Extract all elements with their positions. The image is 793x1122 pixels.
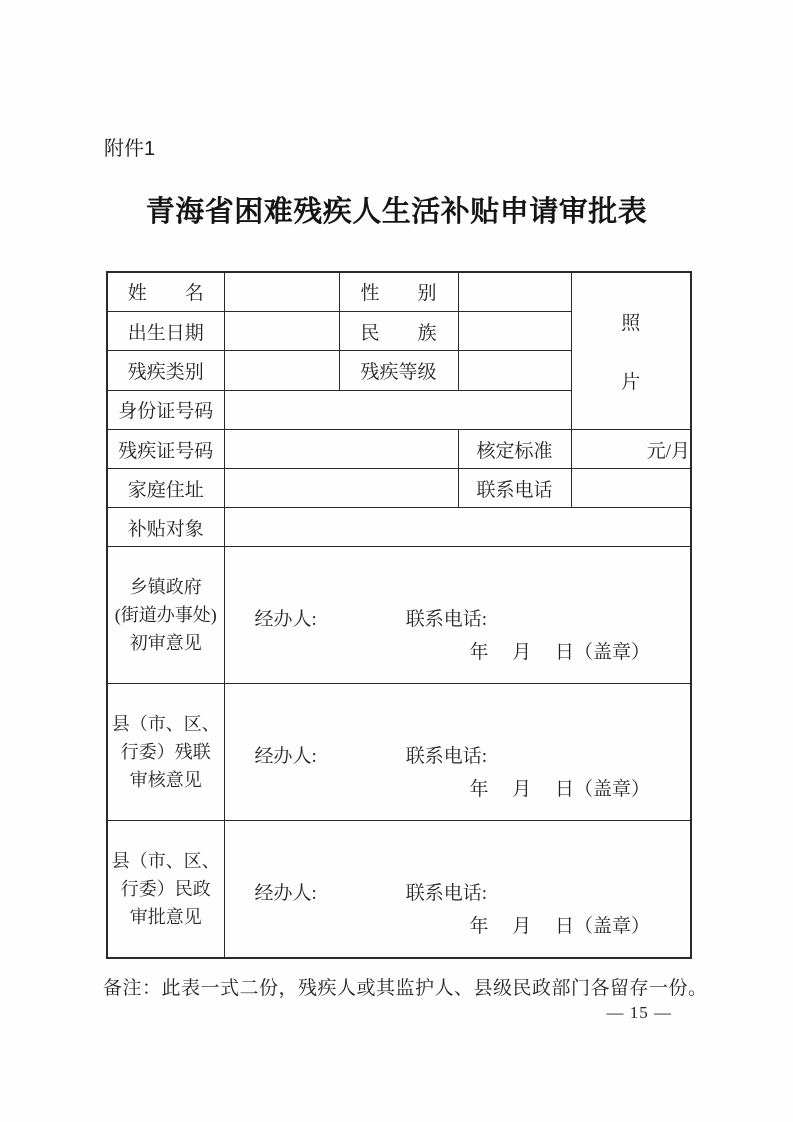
section-label-line: 县（市、区、 — [111, 851, 220, 871]
section-label-line: 县（市、区、 — [111, 714, 220, 734]
section-label-line: (街道办事处) — [114, 605, 217, 625]
photo-char-2: 片 — [621, 372, 641, 393]
section-content-township-review — [224, 547, 691, 684]
operator-label: 经办人: — [254, 746, 317, 767]
section-label-line: 审核意见 — [129, 770, 202, 790]
operator-label: 经办人: — [254, 609, 317, 630]
section-label-line: 乡镇政府 — [129, 577, 202, 597]
operator-line — [225, 603, 691, 636]
section-label-line: 初审意见 — [129, 633, 202, 653]
table-row-disabled-federation-review — [107, 684, 691, 821]
section-label-disabled-federation-review — [107, 684, 224, 821]
photo-char-1: 照 — [621, 313, 641, 334]
field-label-gender: 性 别 — [339, 272, 458, 311]
table-row — [107, 469, 691, 508]
field-value-id-number — [224, 390, 571, 429]
section-content-inner — [225, 684, 691, 820]
page-title: 青海省困难残疾人生活补贴申请审批表 — [145, 196, 648, 228]
phone-label: 联系电话: — [405, 609, 488, 630]
section-content-inner — [225, 547, 691, 683]
remark-note: 备注：此表一式二份，残疾人或其监护人、县级民政部门各留存一份。 — [103, 978, 708, 999]
page-number: — 15 — — [606, 1003, 672, 1022]
section-label-township-review — [107, 547, 224, 684]
field-value-contact-phone — [571, 469, 691, 508]
section-label-line: 行委）残联 — [120, 742, 211, 762]
field-value-birth-date — [224, 311, 339, 350]
field-value-subsidy-target — [224, 508, 691, 547]
section-content-disabled-federation-review — [224, 684, 691, 821]
field-label-ethnicity: 民 族 — [339, 311, 458, 350]
operator-line — [225, 740, 691, 773]
application-form-table — [106, 271, 692, 959]
field-label-disability-level: 残疾等级 — [339, 351, 458, 390]
field-value-ethnicity — [458, 311, 571, 350]
field-label-subsidy-target: 补贴对象 — [107, 508, 224, 547]
field-label-disability-cert-number: 残疾证号码 — [107, 430, 224, 469]
field-label-contact-phone: 联系电话 — [458, 469, 571, 508]
field-value-name — [224, 272, 339, 311]
phone-label: 联系电话: — [405, 883, 488, 904]
field-value-disability-level — [458, 351, 571, 390]
phone-label: 联系电话: — [405, 746, 488, 767]
section-label-line: 行委）民政 — [120, 879, 211, 899]
table-row-township-review — [107, 547, 691, 684]
field-label-name: 姓 名 — [107, 272, 224, 311]
table-row-civil-affairs-approval — [107, 821, 691, 959]
field-label-home-address: 家庭住址 — [107, 469, 224, 508]
section-label-line: 审批意见 — [129, 907, 202, 927]
field-label-id-number: 身份证号码 — [107, 390, 224, 429]
field-value-home-address — [224, 469, 458, 508]
photo-placeholder — [572, 273, 691, 429]
table-row — [107, 430, 691, 469]
operator-label: 经办人: — [254, 883, 317, 904]
field-label-birth-date: 出生日期 — [107, 311, 224, 350]
field-value-disability-cert-number — [224, 430, 458, 469]
attachment-label: 附件1 — [104, 138, 156, 160]
date-seal-line: 年 月 日（盖章） — [469, 916, 650, 937]
field-value-disability-type — [224, 351, 339, 390]
field-value-gender — [458, 272, 571, 311]
table-row — [107, 272, 691, 311]
section-content-civil-affairs-approval — [224, 821, 691, 959]
date-seal-line: 年 月 日（盖章） — [469, 642, 650, 663]
date-seal-line: 年 月 日（盖章） — [469, 779, 650, 800]
photo-box — [571, 272, 691, 430]
table-row — [107, 508, 691, 547]
section-label-civil-affairs-approval — [107, 821, 224, 959]
field-label-approved-standard: 核定标准 — [458, 430, 571, 469]
field-value-approved-standard-unit: 元/月 — [571, 430, 691, 469]
section-content-inner — [225, 821, 691, 957]
field-label-disability-type: 残疾类别 — [107, 351, 224, 390]
operator-line — [225, 877, 691, 910]
